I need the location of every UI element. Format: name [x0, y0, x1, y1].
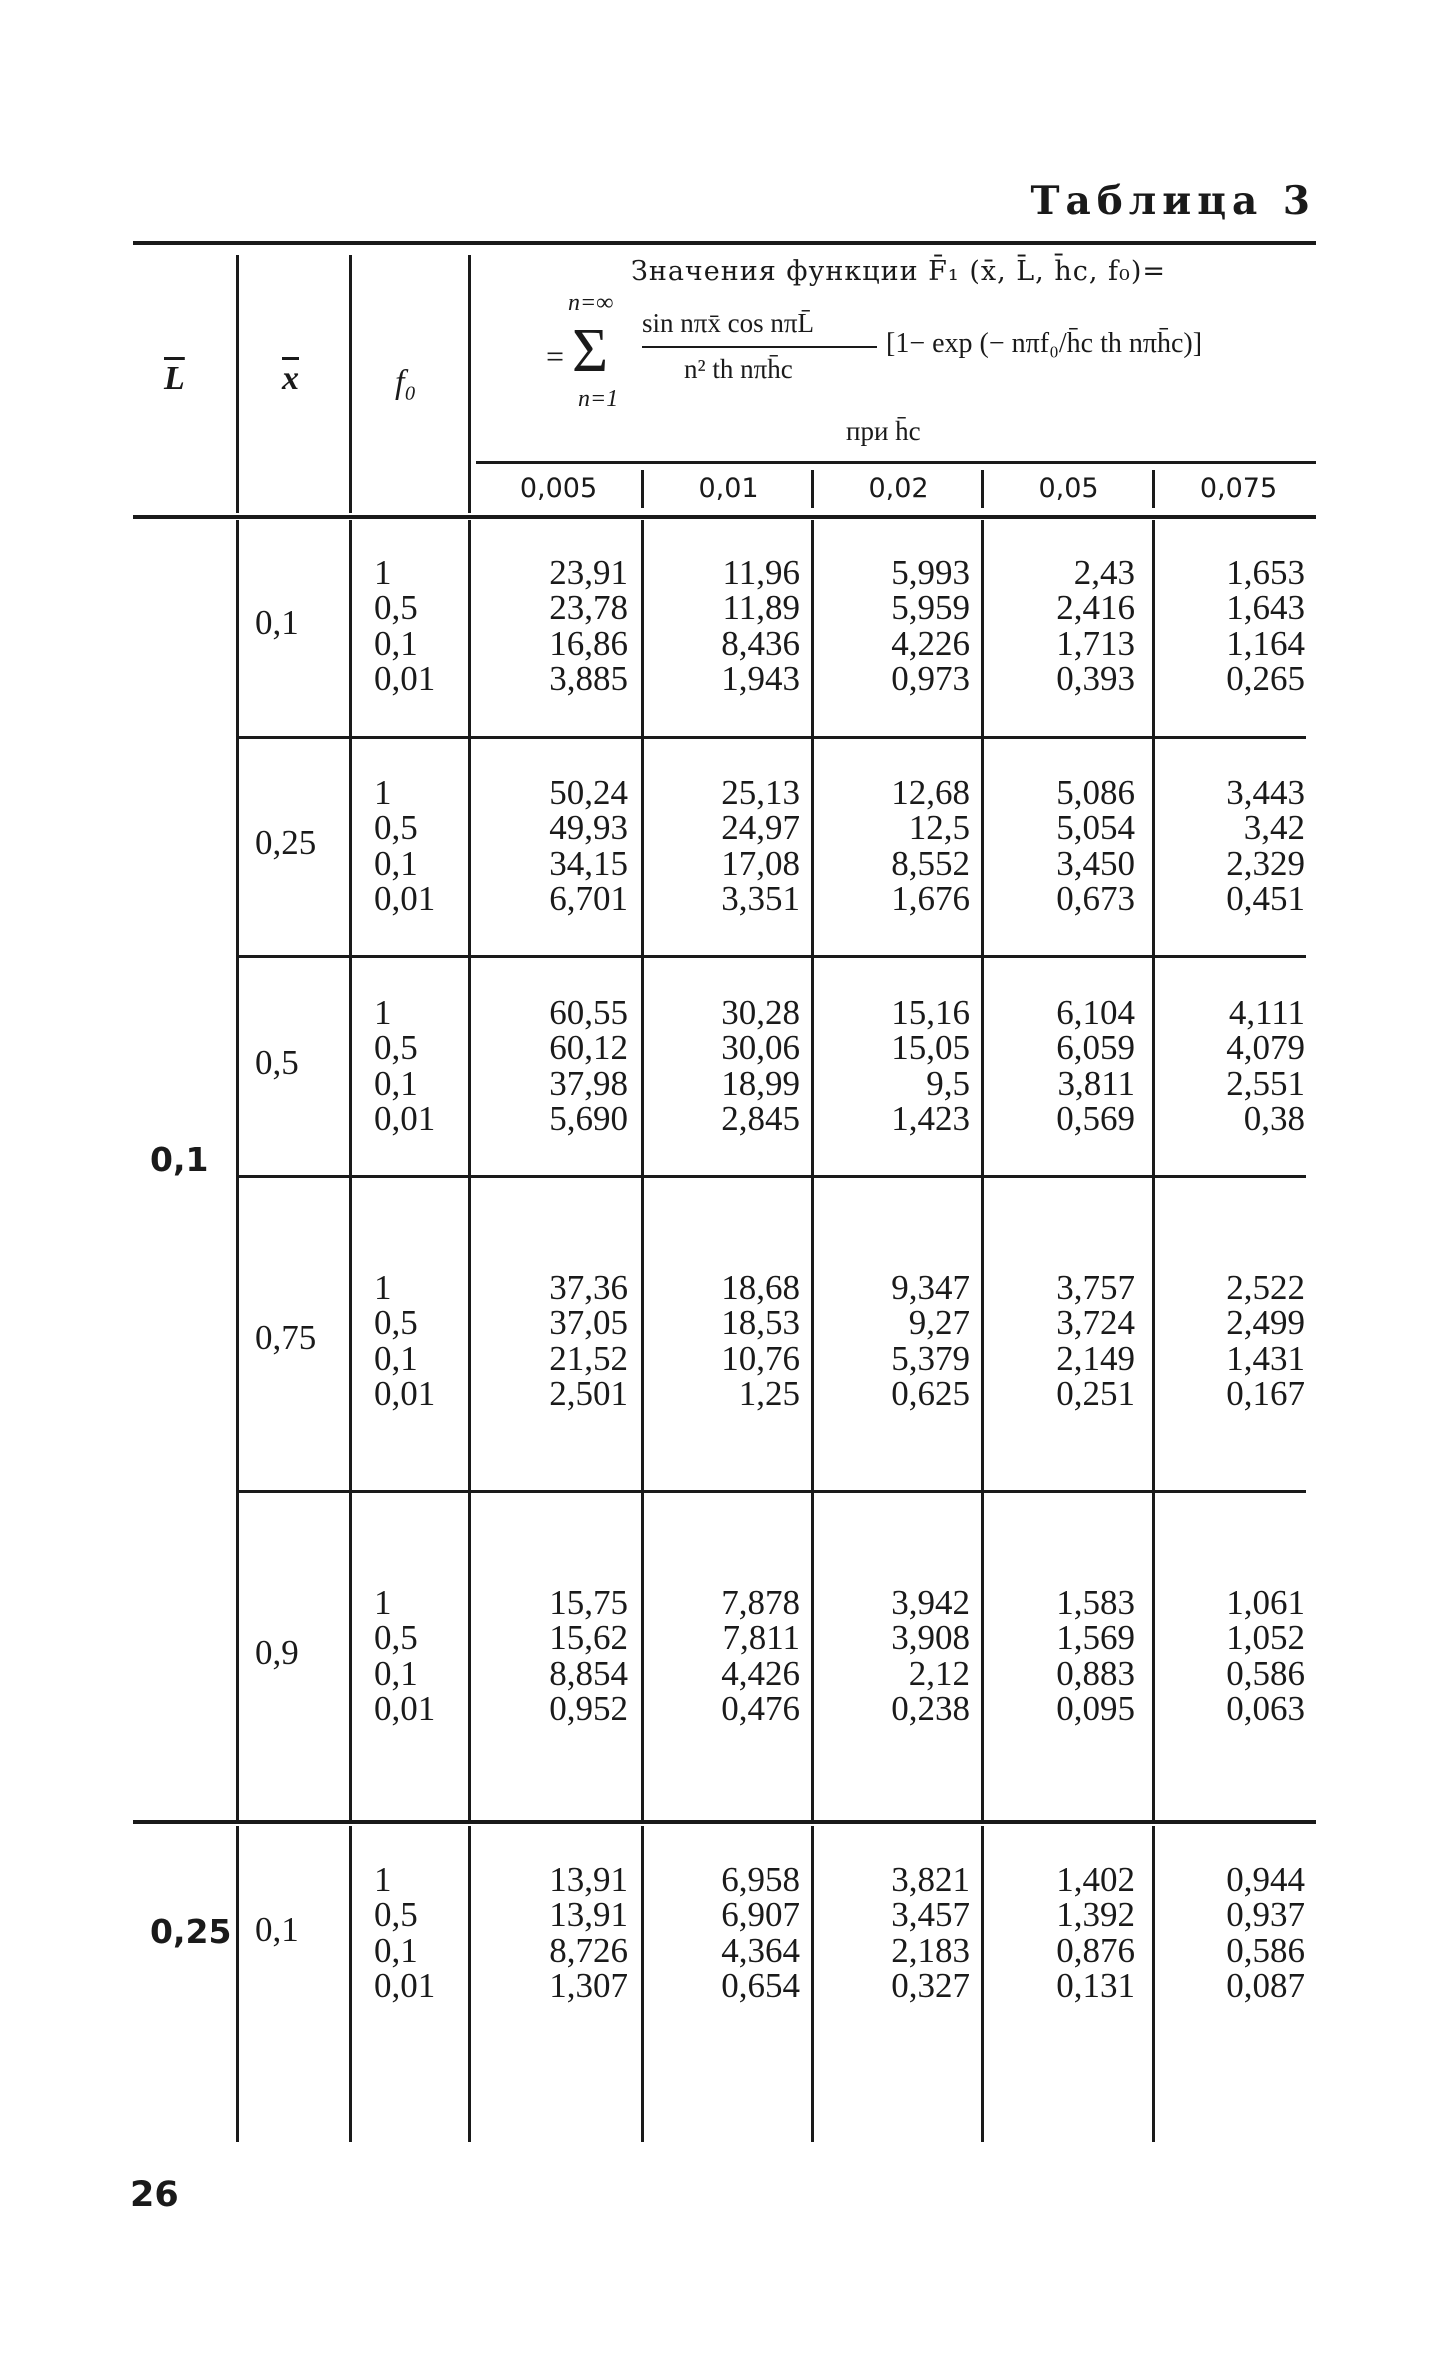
function-value: 15,62	[549, 1618, 628, 1658]
value-column-1	[478, 1862, 628, 2003]
formula-sigma: Σ	[572, 317, 609, 385]
value-column-5	[1155, 1270, 1305, 1411]
function-value: 0,883	[1056, 1653, 1135, 1693]
group-rule-3	[236, 1175, 1306, 1178]
value-column-5	[1155, 1862, 1305, 2003]
value-column-4	[985, 995, 1135, 1136]
f0-value: 1	[374, 773, 392, 812]
value-column-2	[650, 555, 800, 696]
function-value: 10,76	[721, 1338, 800, 1378]
function-value: 30,06	[721, 1028, 800, 1068]
body2-vline-c3	[811, 1826, 814, 2142]
function-value: 3,811	[1057, 1063, 1135, 1103]
body-vline-c2	[641, 520, 644, 1820]
function-value: 3,821	[891, 1860, 970, 1899]
body2-vline-c1	[468, 1826, 471, 2142]
header-vline-1	[236, 255, 239, 513]
value-column-1	[478, 995, 628, 1136]
function-value: 5,959	[891, 588, 970, 628]
f0-value: 0,01	[374, 1688, 436, 1728]
f0-value: 1	[374, 553, 392, 592]
value-column-4	[985, 775, 1135, 916]
function-value: 3,42	[1243, 808, 1305, 848]
f0-value: 0,1	[374, 1930, 418, 1970]
function-value: 18,68	[721, 1268, 800, 1307]
function-value: 9,347	[891, 1268, 970, 1307]
hc-subheader-rule	[476, 461, 1316, 464]
function-value: 37,05	[549, 1303, 628, 1343]
value-column-1	[478, 555, 628, 696]
function-value: 3,757	[1056, 1268, 1135, 1307]
value-column-3	[820, 1270, 970, 1411]
function-value: 5,086	[1056, 773, 1135, 812]
function-value: 30,28	[721, 993, 800, 1032]
function-value: 1,392	[1056, 1895, 1135, 1935]
function-value: 4,111	[1228, 993, 1305, 1032]
L-value-block-1: 0,1	[150, 1140, 209, 1179]
formula-pri-hc: при h̄c	[846, 416, 921, 446]
function-value: 5,379	[891, 1338, 970, 1378]
table-caption: Таблица 3	[1030, 178, 1316, 224]
f0-values	[374, 1862, 435, 2003]
function-value: 8,854	[549, 1653, 628, 1693]
page-number: 26	[130, 2175, 179, 2215]
value-column-4	[985, 1862, 1135, 2003]
f0-values	[374, 555, 435, 696]
function-value: 15,75	[549, 1583, 628, 1622]
function-value: 12,68	[891, 773, 970, 812]
function-value: 49,93	[549, 808, 628, 848]
function-value: 18,53	[721, 1303, 800, 1343]
value-column-3	[820, 1862, 970, 2003]
body-vline-c4	[981, 520, 984, 1820]
function-value: 0,063	[1226, 1688, 1305, 1728]
f0-values	[374, 775, 435, 916]
function-value: 6,701	[549, 878, 628, 918]
function-value: 12,5	[908, 808, 970, 848]
function-value: 4,079	[1226, 1028, 1305, 1068]
function-value: 21,52	[549, 1338, 628, 1378]
function-value: 60,55	[549, 993, 628, 1032]
function-value: 11,89	[722, 588, 800, 628]
formula-fraction-bar	[642, 346, 877, 348]
function-value: 1,676	[891, 878, 970, 918]
value-column-2	[650, 1862, 800, 2003]
function-value: 1,943	[721, 658, 800, 698]
f0-value: 0,5	[374, 1028, 418, 1068]
value-column-5	[1155, 555, 1305, 696]
function-value: 0,087	[1226, 1965, 1305, 2005]
value-column-2	[650, 995, 800, 1136]
function-value: 15,16	[891, 993, 970, 1032]
function-value: 0,973	[891, 658, 970, 698]
function-value: 4,364	[721, 1930, 800, 1970]
value-column-3	[820, 555, 970, 696]
f0-value: 0,5	[374, 1303, 418, 1343]
f0-value: 0,1	[374, 1063, 418, 1103]
header-x: $\overline{x}$	[282, 360, 299, 397]
x-value: 0,25	[255, 823, 317, 862]
f0-value: 0,01	[374, 1965, 436, 2005]
function-value: 0,937	[1226, 1895, 1305, 1935]
block-rule	[133, 1820, 1316, 1824]
function-value: 1,052	[1226, 1618, 1305, 1658]
function-value: 2,501	[549, 1373, 628, 1413]
function-value: 0,38	[1243, 1098, 1305, 1138]
function-value: 1,423	[891, 1098, 970, 1138]
hc-vline-3	[981, 470, 984, 508]
function-value: 3,724	[1056, 1303, 1135, 1343]
function-value: 2,499	[1226, 1303, 1305, 1343]
function-value: 2,551	[1226, 1063, 1305, 1103]
value-column-1	[478, 775, 628, 916]
value-column-5	[1155, 775, 1305, 916]
function-value: 0,569	[1056, 1098, 1135, 1138]
function-value: 0,451	[1226, 878, 1305, 918]
body2-vline-c4	[981, 1826, 984, 2142]
formula-lower-limit: n=1	[578, 386, 619, 412]
function-value: 18,99	[721, 1063, 800, 1103]
function-value: 0,586	[1226, 1653, 1305, 1693]
function-value: 1,583	[1056, 1583, 1135, 1622]
body2-vline-c2	[641, 1826, 644, 2142]
f0-value: 0,01	[374, 1373, 436, 1413]
function-value: 5,690	[549, 1098, 628, 1138]
function-value: 3,908	[891, 1618, 970, 1658]
body2-vline-x	[236, 1826, 239, 2142]
function-value: 0,654	[721, 1965, 800, 2005]
hc-vline-4	[1152, 470, 1155, 508]
f0-value: 0,5	[374, 1895, 418, 1935]
body-vline-f	[349, 520, 352, 1820]
f0-values	[374, 1585, 435, 1726]
value-column-2	[650, 1585, 800, 1726]
function-value: 9,27	[908, 1303, 970, 1343]
header-L: $\overline{L}$	[164, 360, 185, 397]
function-value: 4,226	[891, 623, 970, 663]
function-value: 5,054	[1056, 808, 1135, 848]
value-column-2	[650, 775, 800, 916]
formula-header	[476, 248, 1316, 458]
x-value: 0,75	[255, 1318, 317, 1357]
f0-values	[374, 995, 435, 1136]
function-value: 0,673	[1056, 878, 1135, 918]
function-value: 0,167	[1226, 1373, 1305, 1413]
function-value: 6,104	[1056, 993, 1135, 1032]
function-value: 37,36	[549, 1268, 628, 1307]
function-value: 0,238	[891, 1688, 970, 1728]
function-value: 0,944	[1226, 1860, 1305, 1899]
header-vline-2	[349, 255, 352, 513]
hc-value-5: 0,075	[1199, 473, 1278, 504]
hc-value-1: 0,005	[519, 473, 598, 504]
value-column-3	[820, 775, 970, 916]
function-value: 1,061	[1226, 1583, 1305, 1622]
value-column-4	[985, 1585, 1135, 1726]
group-rule-4	[236, 1490, 1306, 1493]
function-value: 34,15	[549, 843, 628, 883]
function-value: 7,878	[721, 1583, 800, 1622]
function-value: 25,13	[721, 773, 800, 812]
function-value: 13,91	[549, 1895, 628, 1935]
f0-values	[374, 1270, 435, 1411]
hc-value-3: 0,02	[868, 473, 929, 504]
function-value: 2,522	[1226, 1268, 1305, 1307]
top-rule	[133, 241, 1316, 245]
hc-vline-2	[811, 470, 814, 508]
f0-value: 0,5	[374, 808, 418, 848]
function-value: 50,24	[549, 773, 628, 812]
function-value: 2,416	[1056, 588, 1135, 628]
function-value: 3,457	[891, 1895, 970, 1935]
function-value: 4,426	[721, 1653, 800, 1693]
formula-upper-limit: n=∞	[568, 290, 614, 316]
function-value: 1,713	[1056, 623, 1135, 663]
function-value: 6,059	[1056, 1028, 1135, 1068]
body2-vline-f	[349, 1826, 352, 2142]
value-column-1	[478, 1270, 628, 1411]
x-value: 0,1	[255, 603, 299, 642]
value-column-5	[1155, 995, 1305, 1136]
x-value: 0,9	[255, 1633, 299, 1672]
function-value: 3,443	[1226, 773, 1305, 812]
hc-value-4: 0,05	[1038, 473, 1099, 504]
function-value: 0,095	[1056, 1688, 1135, 1728]
function-value: 0,586	[1226, 1930, 1305, 1970]
function-value: 0,476	[721, 1688, 800, 1728]
function-value: 6,958	[721, 1860, 800, 1899]
f0-value: 0,5	[374, 1618, 418, 1658]
function-value: 3,450	[1056, 843, 1135, 883]
function-value: 8,436	[721, 623, 800, 663]
value-column-3	[820, 995, 970, 1136]
function-value: 2,845	[721, 1098, 800, 1138]
function-value: 1,402	[1056, 1860, 1135, 1899]
hc-vline-1	[641, 470, 644, 508]
f0-value: 1	[374, 1860, 392, 1899]
formula-numerator: sin nπx̄ cos nπL̄	[642, 308, 815, 338]
function-value: 2,329	[1226, 843, 1305, 883]
function-value: 1,25	[738, 1373, 800, 1413]
function-value: 0,393	[1056, 658, 1135, 698]
value-column-4	[985, 1270, 1135, 1411]
group-rule-2	[236, 955, 1306, 958]
function-value: 17,08	[721, 843, 800, 883]
function-value: 8,552	[891, 843, 970, 883]
hc-value-2: 0,01	[698, 473, 759, 504]
function-value: 0,265	[1226, 658, 1305, 698]
f0-value: 0,01	[374, 658, 436, 698]
value-column-2	[650, 1270, 800, 1411]
function-value: 1,307	[549, 1965, 628, 2005]
function-value: 5,993	[891, 553, 970, 592]
function-value: 0,625	[891, 1373, 970, 1413]
function-value: 1,164	[1226, 623, 1305, 663]
function-value: 2,183	[891, 1930, 970, 1970]
body-vline-x	[236, 520, 239, 1820]
body-vline-c3	[811, 520, 814, 1820]
formula-denominator: n² th nπh̄c	[684, 354, 793, 384]
function-value: 16,86	[549, 623, 628, 663]
group-rule-1	[236, 736, 1306, 739]
function-value: 8,726	[549, 1930, 628, 1970]
f0-value: 0,1	[374, 1338, 418, 1378]
f0-value: 0,1	[374, 843, 418, 883]
function-value: 24,97	[721, 808, 800, 848]
f0-value: 0,01	[374, 1098, 436, 1138]
function-value: 15,05	[891, 1028, 970, 1068]
function-value: 23,91	[549, 553, 628, 592]
function-value: 0,131	[1056, 1965, 1135, 2005]
f0-value: 1	[374, 1583, 392, 1622]
function-value: 3,351	[721, 878, 800, 918]
function-value: 0,327	[891, 1965, 970, 2005]
function-value: 1,643	[1226, 588, 1305, 628]
function-value: 23,78	[549, 588, 628, 628]
function-value: 0,952	[549, 1688, 628, 1728]
function-value: 1,653	[1226, 553, 1305, 592]
function-value: 9,5	[926, 1063, 970, 1103]
function-value: 2,43	[1073, 553, 1135, 592]
function-value: 1,569	[1056, 1618, 1135, 1658]
function-value: 3,885	[549, 658, 628, 698]
function-value: 37,98	[549, 1063, 628, 1103]
header-bottom-rule	[133, 515, 1316, 519]
function-value: 1,431	[1226, 1338, 1305, 1378]
value-column-4	[985, 555, 1135, 696]
function-value: 13,91	[549, 1860, 628, 1899]
function-value: 0,876	[1056, 1930, 1135, 1970]
x-value: 0,1	[255, 1910, 299, 1949]
function-value: 60,12	[549, 1028, 628, 1068]
function-value: 7,811	[722, 1618, 800, 1658]
f0-value: 0,1	[374, 1653, 418, 1693]
function-value: 3,942	[891, 1583, 970, 1622]
f0-value: 0,1	[374, 623, 418, 663]
header-vline-3	[468, 255, 471, 513]
f0-value: 0,5	[374, 588, 418, 628]
function-value: 11,96	[722, 553, 800, 592]
f0-value: 0,01	[374, 878, 436, 918]
f0-value: 1	[374, 993, 392, 1032]
function-value: 6,907	[721, 1895, 800, 1935]
function-value: 2,149	[1056, 1338, 1135, 1378]
body-vline-c1	[468, 520, 471, 1820]
L-value-block-2: 0,25	[150, 1912, 232, 1951]
function-value: 2,12	[908, 1653, 970, 1693]
formula-line1: Значения функции F̄₁ (x̄, L̄, h̄c, f₀)=	[631, 256, 1166, 287]
f0-value: 1	[374, 1268, 392, 1307]
header-f0: f₀	[395, 364, 417, 401]
formula-eq: =	[546, 338, 565, 374]
x-value: 0,5	[255, 1043, 299, 1082]
value-column-1	[478, 1585, 628, 1726]
value-column-3	[820, 1585, 970, 1726]
formula-bracket: [1− exp (− nπf₀/h̄c th nπh̄c)]	[886, 328, 1203, 359]
function-value: 0,251	[1056, 1373, 1135, 1413]
value-column-5	[1155, 1585, 1305, 1726]
